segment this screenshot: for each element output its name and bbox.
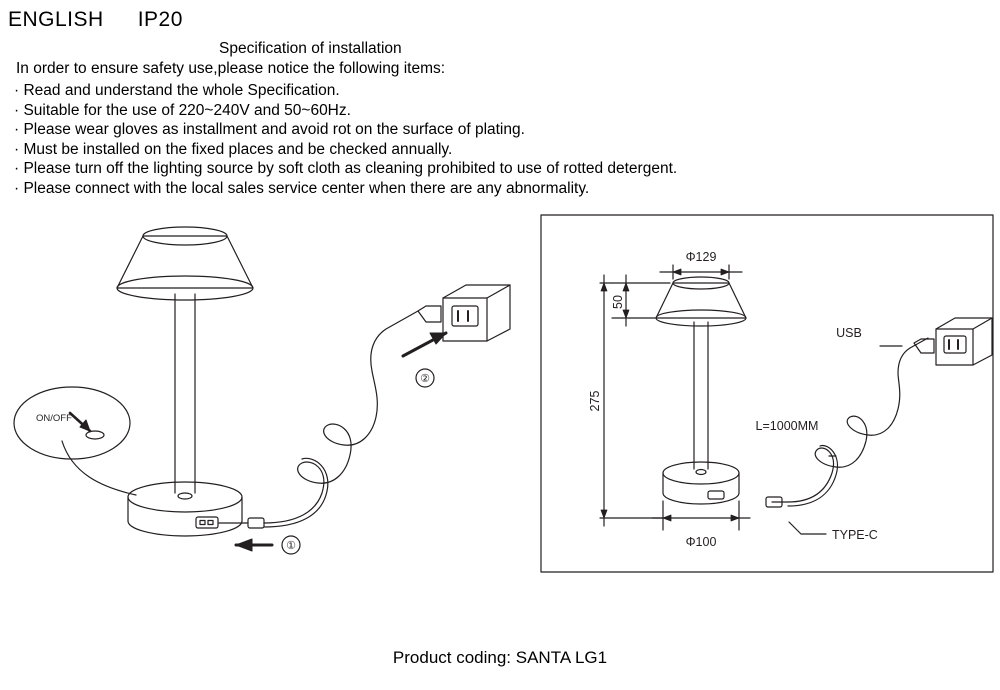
left-lamp-illustration	[117, 227, 253, 536]
step-one-marker: ①	[286, 540, 296, 552]
figure-area	[0, 205, 1000, 600]
dim-top-label: Φ129	[685, 250, 717, 264]
type-c-label: TYPE-C	[832, 528, 878, 542]
onoff-callout	[14, 387, 136, 495]
dim-base-label: Φ100	[685, 535, 717, 549]
right-lamp-illustration	[656, 277, 746, 504]
spec-item: · Read and understand the whole Specification.	[14, 82, 340, 99]
dim-total-height-label: 275	[588, 390, 602, 412]
spec-item: · Please wear gloves as installment and avoid rot on the surface of plating.	[14, 121, 525, 139]
spec-item-list	[14, 81, 677, 199]
spec-title: Specification of installation	[219, 40, 402, 57]
left-step-arrows	[236, 333, 446, 554]
dim-base-diameter	[652, 501, 750, 530]
spec-item: · Suitable for the use of 220~240V and 50~60Hz.	[14, 101, 351, 119]
document-header	[8, 8, 183, 32]
language-label: ENGLISH	[8, 8, 104, 31]
ip-rating-label: IP20	[137, 8, 183, 31]
cable-length-label: L=1000MM	[755, 419, 819, 433]
usb-label: USB	[836, 326, 862, 340]
step-two-marker: ②	[420, 373, 430, 385]
onoff-label: ON/OFF	[36, 413, 72, 424]
spec-intro: In order to ensure safety use,please notice the following items:	[16, 60, 446, 77]
left-cable	[219, 311, 418, 528]
dim-shade-height-label: 50	[611, 295, 625, 309]
spec-item: · Please turn off the lighting source by soft cloth as cleaning prohibited to use of rotted detergent.	[14, 160, 678, 178]
product-coding: Product coding: SANTA LG1	[392, 648, 608, 667]
dim-total-height	[600, 275, 663, 526]
spec-item: · Must be installed on the fixed places and be checked annually.	[14, 140, 453, 158]
spec-item: · Please connect with the local sales service center when there are any abnormality.	[14, 179, 590, 197]
